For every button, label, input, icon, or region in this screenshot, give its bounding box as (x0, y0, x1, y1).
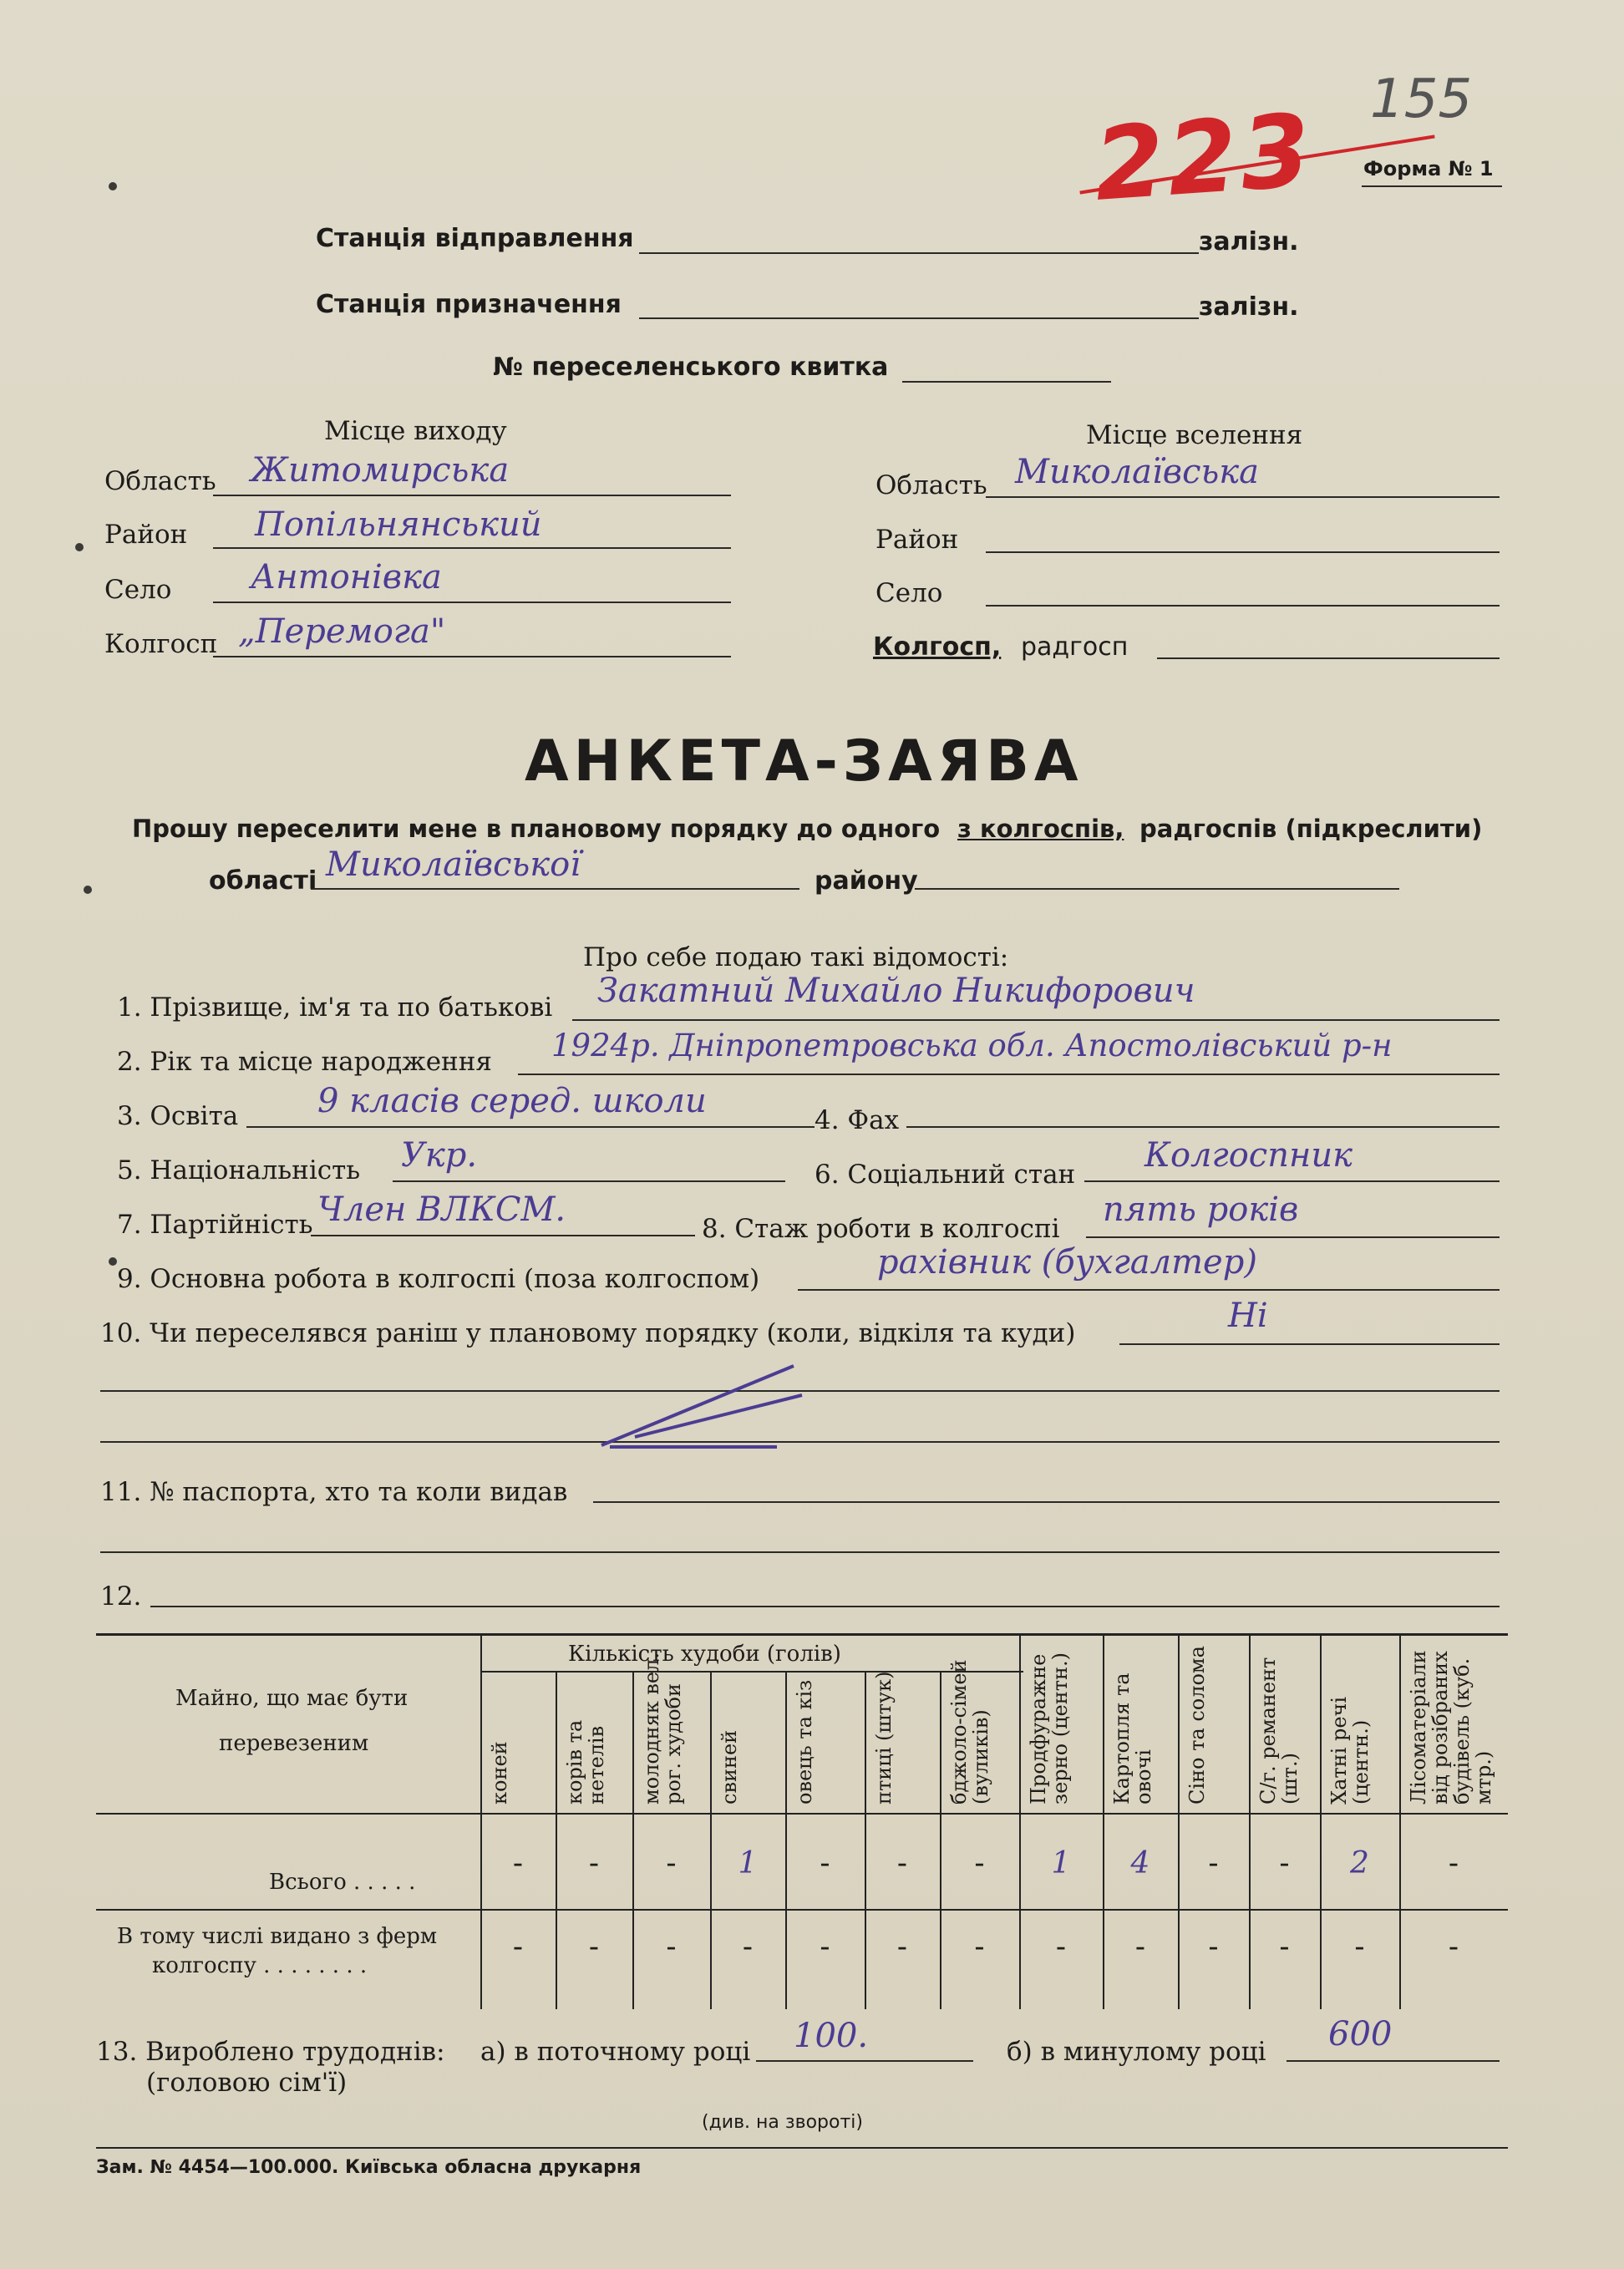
table-cell: - (1055, 1930, 1067, 1964)
archive-number: 223 (1090, 93, 1318, 224)
crossed-number: 155 (1370, 69, 1473, 130)
table-cell: - (1354, 1930, 1365, 1964)
field-1-label: 1. Прізвище, ім'я та по батькові (117, 992, 553, 1023)
table-bottom-border (96, 2147, 1508, 2149)
request-raion-label: району (815, 866, 918, 896)
origin-kolhosp-label: Колгосп (104, 629, 218, 659)
destination-radhosp-line (1157, 657, 1500, 659)
destination-kolhosp-label: Колгосп, (873, 632, 1002, 662)
table-cell: - (1134, 1930, 1146, 1964)
table-column-header: Лісоматеріали від розібраних будівель (куб. мтр.) (1407, 1650, 1495, 1805)
destination-raion-line (986, 551, 1500, 553)
table-property-label-2: перевезеним (219, 1731, 369, 1756)
origin-oblast-value: Житомирська (251, 451, 510, 490)
field-11-line (593, 1501, 1500, 1503)
field-12-label: 12. (100, 1581, 142, 1612)
field-9-value: рахівник (бухгалтер) (877, 1243, 1257, 1282)
table-cell: - (1279, 1846, 1290, 1881)
origin-kolhosp-value: „Перемога" (238, 612, 446, 651)
farm-row-label-1: В тому числі видано з ферм (117, 1924, 438, 1949)
destination-oblast-line (986, 496, 1500, 498)
workdays-current-value: 100. (794, 2017, 869, 2055)
table-cell: - (896, 1846, 908, 1881)
field-10-value: Ні (1228, 1297, 1268, 1335)
ticket-line (902, 381, 1111, 383)
table-cell: - (1208, 1846, 1219, 1881)
table-cell: - (588, 1930, 600, 1964)
origin-selo-value: Антонівка (251, 558, 442, 596)
field-10-line (1119, 1343, 1500, 1345)
destination-station-line (639, 317, 1199, 319)
origin-oblast-label: Область (104, 466, 216, 496)
origin-selo-line (213, 602, 731, 603)
table-column-header: Сіно та солома (1185, 1646, 1209, 1805)
departure-station-line (639, 252, 1199, 254)
table-cell: - (1208, 1930, 1219, 1964)
field-8-value: пять років (1103, 1190, 1299, 1229)
departure-station-suffix: залізн. (1199, 227, 1299, 256)
request-oblast-line (311, 888, 799, 890)
field-6-label: 6. Соціальний стан (815, 1160, 1076, 1190)
total-row-label: Всього . . . . . (269, 1870, 416, 1895)
field-1-value: Закатний Михайло Никифорович (597, 972, 1195, 1010)
field-4-label: 4. Фах (815, 1105, 900, 1135)
field-3-value: 9 класів серед. школи (317, 1082, 707, 1120)
field-10-label: 10. Чи переселявся раніш у плановому порядку (коли, відкіля та куди) (100, 1318, 1076, 1348)
see-back-note: (див. на звороті) (702, 2112, 863, 2133)
request-oblast-label: області (209, 866, 317, 896)
request-text-1: Прошу переселити мене в плановому порядку до одного (132, 815, 941, 843)
form-number: Форма № 1 (1363, 157, 1494, 180)
field-1-line (572, 1019, 1500, 1021)
punch-mark (75, 543, 84, 551)
field-11-line-2 (100, 1551, 1500, 1553)
table-column-header: Хатні речі (центн.) (1327, 1696, 1373, 1805)
form-title: АНКЕТА-ЗАЯВА (525, 728, 1084, 794)
origin-selo-label: Село (104, 575, 172, 605)
table-cell: - (820, 1930, 830, 1964)
table-cell: - (666, 1930, 677, 1964)
info-heading: Про себе подаю такі відомості: (583, 942, 1009, 972)
table-cell: - (512, 1846, 524, 1881)
field-2-line (518, 1074, 1500, 1075)
request-raion-line (915, 888, 1399, 890)
field-7-label: 7. Партійність (117, 1210, 313, 1240)
table-property-label-1: Майно, що має бути (175, 1686, 409, 1711)
field-7-value: Член ВЛКСМ. (317, 1190, 566, 1229)
workdays-sub: (головою сім'ї) (146, 2068, 348, 2098)
ticket-label: № переселенського квитка (493, 353, 889, 382)
destination-selo-line (986, 605, 1500, 607)
table-cell: - (742, 1930, 754, 1964)
origin-raion-label: Район (104, 520, 188, 550)
field-9-line (798, 1289, 1500, 1291)
table-column-header: птиці (штук) (872, 1671, 896, 1805)
form-number-underline (1362, 185, 1502, 187)
farm-row-label-2: колгоспу . . . . . . . . (152, 1953, 368, 1978)
destination-heading: Місце вселення (1086, 420, 1303, 450)
table-cell: - (512, 1930, 524, 1964)
request-text-kolhosp: з колгоспів, (957, 815, 1124, 843)
destination-station-label: Станція призначення (316, 290, 622, 319)
field-5-label: 5. Національність (117, 1155, 361, 1185)
workdays-previous-value: 600 (1328, 2015, 1393, 2053)
origin-raion-value: Попільнянський (255, 505, 542, 544)
table-column-header: С/г. реманент (шт.) (1256, 1657, 1302, 1805)
table-cell: - (666, 1846, 677, 1881)
departure-station-label: Станція відправлення (316, 224, 634, 253)
table-cell: - (896, 1930, 908, 1964)
table-cell: - (974, 1930, 985, 1964)
destination-raion-label: Район (875, 525, 959, 555)
field-3-label: 3. Освіта (117, 1101, 239, 1131)
workdays-current-label: а) в поточному році (480, 2037, 751, 2067)
field-8-label: 8. Стаж роботи в колгоспі (702, 1214, 1060, 1244)
punch-mark (109, 1257, 117, 1266)
origin-heading: Місце виходу (324, 416, 507, 446)
request-text-2: радгоспів (підкреслити) (1139, 815, 1483, 843)
table-column-header: Картопля та овочі (1110, 1673, 1155, 1805)
field-6-line (1084, 1180, 1500, 1182)
origin-raion-line (213, 547, 731, 549)
field-10-strike-mark (585, 1353, 819, 1462)
destination-station-suffix: залізн. (1199, 292, 1299, 322)
field-2-label: 2. Рік та місце народження (117, 1047, 492, 1077)
field-5-line (393, 1180, 785, 1182)
destination-radhosp-label: радгосп (1021, 632, 1129, 662)
table-column-header: корів та нетелів (563, 1719, 608, 1805)
destination-selo-label: Село (875, 578, 943, 608)
table-cell: - (1279, 1930, 1290, 1964)
origin-kolhosp-line (213, 656, 731, 657)
table-cell: - (588, 1846, 600, 1881)
field-11-label: 11. № паспорта, хто та коли видав (100, 1477, 568, 1507)
workdays-previous-label: б) в минулому році (1007, 2037, 1266, 2067)
table-cell: 4 (1130, 1846, 1150, 1881)
table-column-header: коней (488, 1741, 511, 1805)
table-cell: - (974, 1846, 985, 1881)
table-column-header: овець та кіз (793, 1679, 816, 1805)
table-top-border (96, 1633, 1508, 1636)
destination-oblast-value: Миколаївська (1015, 453, 1259, 491)
table-cell: - (1448, 1930, 1459, 1964)
table-cell: - (1448, 1846, 1459, 1881)
field-9-label: 9. Основна робота в колгоспі (поза колгоспом) (117, 1264, 760, 1294)
table-column-header: молодняк вел. рог. худоби (640, 1652, 685, 1805)
table-row-divider (96, 1909, 1508, 1911)
punch-mark (109, 182, 117, 190)
punch-mark (84, 886, 92, 894)
workdays-current-line (756, 2060, 973, 2062)
table-header-bottom (96, 1813, 1508, 1815)
workdays-previous-line (1287, 2060, 1500, 2062)
request-oblast-value: Миколаївської (326, 845, 581, 884)
field-3-line (246, 1126, 815, 1128)
table-livestock-divider (480, 1671, 1023, 1673)
origin-oblast-line (213, 495, 731, 496)
table-column-header: свиней (718, 1729, 741, 1805)
workdays-label: 13. Вироблено трудоднів: (96, 2037, 445, 2067)
field-6-value: Колгоспник (1144, 1136, 1352, 1175)
field-12-line (150, 1606, 1500, 1607)
livestock-heading: Кількість худоби (голів) (568, 1642, 841, 1667)
table-cell: - (820, 1846, 830, 1881)
table-cell: 1 (738, 1846, 758, 1881)
field-8-line (1086, 1236, 1500, 1238)
table-column-header: Продфуражне зерно (центн.) (1027, 1652, 1072, 1805)
field-7-line (311, 1235, 695, 1236)
table-cell: 2 (1350, 1846, 1369, 1881)
field-5-value: Укр. (401, 1136, 478, 1175)
field-2-value: 1924р. Дніпропетровська обл. Апостолівський р-н (551, 1028, 1393, 1063)
printer-note: Зам. № 4454—100.000. Київська обласна друкарня (96, 2157, 642, 2178)
destination-oblast-label: Область (875, 470, 987, 500)
table-column-header: бджоло-сімей (вуликів) (947, 1659, 992, 1805)
table-cell: 1 (1051, 1846, 1071, 1881)
field-4-line (906, 1126, 1500, 1128)
